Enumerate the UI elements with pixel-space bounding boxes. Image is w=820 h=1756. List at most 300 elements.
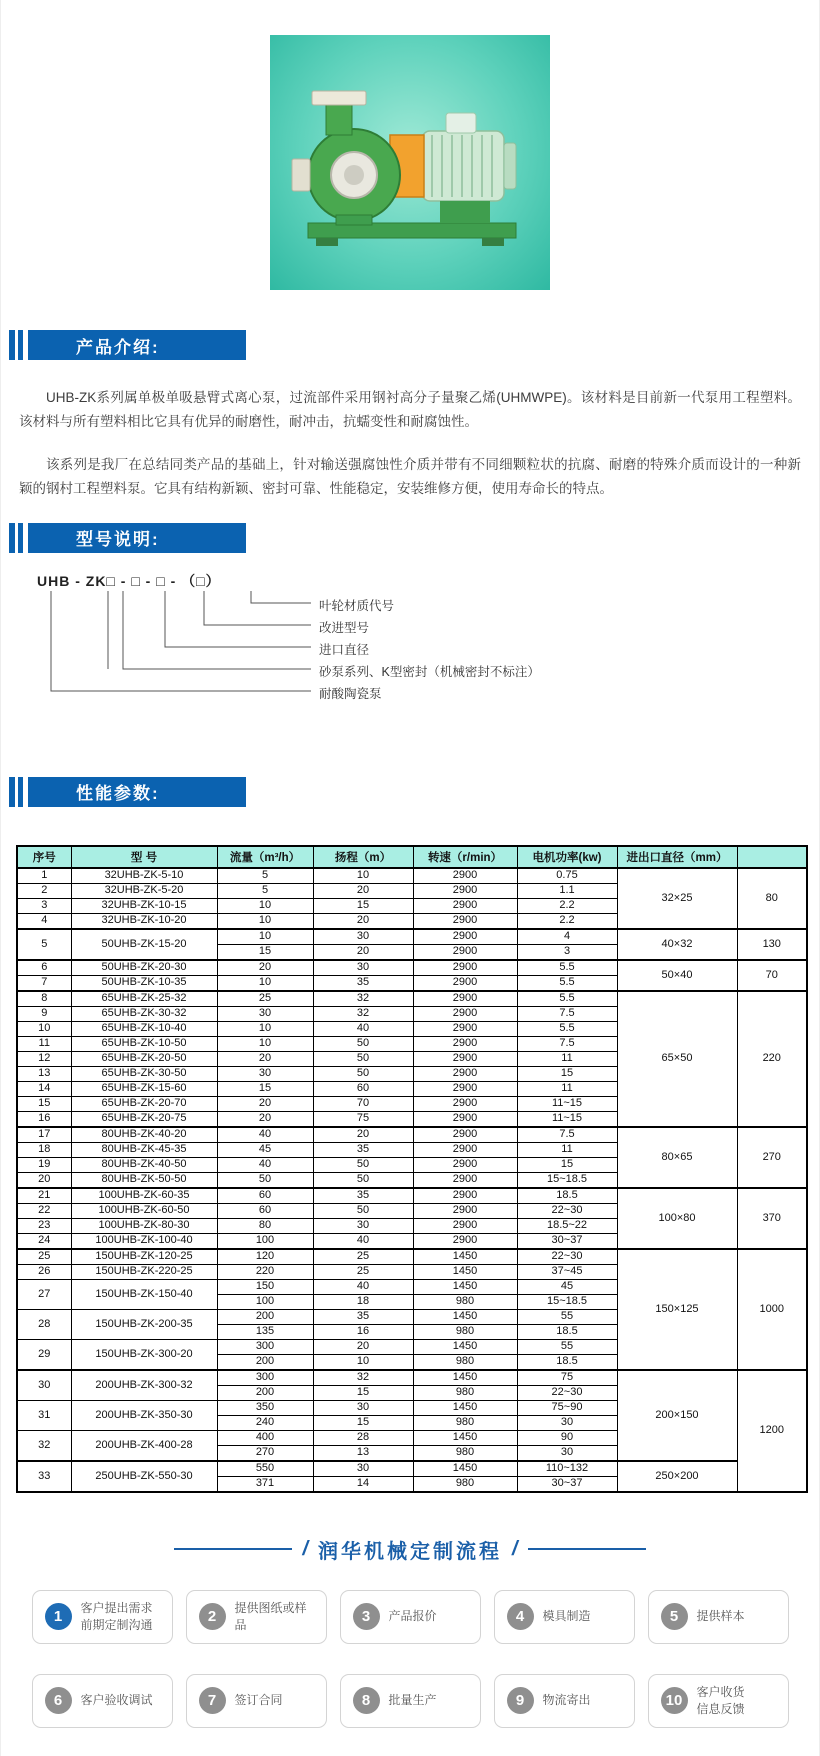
process-step-card xyxy=(648,1590,789,1644)
cell-flow: 100 xyxy=(217,1233,313,1249)
cell-flow: 30 xyxy=(217,1006,313,1021)
process-step-card xyxy=(494,1590,635,1644)
col-header-no: 序号 xyxy=(17,846,71,868)
cell-speed: 2900 xyxy=(413,913,517,929)
cell-power: 30 xyxy=(517,1445,617,1461)
cell-head: 32 xyxy=(313,1370,413,1386)
product-photo-wrap xyxy=(1,0,819,290)
cell-model: 80UHB-ZK-45-35 xyxy=(71,1142,217,1157)
cell-diameter: 32×25 xyxy=(617,868,737,929)
step-number-badge: 4 xyxy=(507,1603,534,1630)
cell-head: 28 xyxy=(313,1430,413,1445)
step-label: 客户验收调试 xyxy=(80,1693,153,1708)
cell-model: 32UHB-ZK-5-20 xyxy=(71,883,217,898)
cell-speed: 2900 xyxy=(413,991,517,1007)
col-header-blank xyxy=(737,846,807,868)
cell-head: 35 xyxy=(313,1309,413,1324)
cell-flow: 10 xyxy=(217,929,313,945)
cell-speed: 980 xyxy=(413,1294,517,1309)
cell-model: 65UHB-ZK-10-40 xyxy=(71,1021,217,1036)
cell-model: 65UHB-ZK-30-50 xyxy=(71,1066,217,1081)
section-header-params xyxy=(9,777,819,807)
model-label-ceramic: 耐酸陶瓷泵 xyxy=(319,686,382,701)
cell-weight: 1200 xyxy=(737,1370,807,1492)
cell-no: 15 xyxy=(17,1096,71,1111)
cell-speed: 2900 xyxy=(413,1142,517,1157)
title-slash-left: / xyxy=(302,1537,308,1560)
cell-model: 65UHB-ZK-15-60 xyxy=(71,1081,217,1096)
model-title: 型号说明: xyxy=(28,523,246,553)
cell-power: 5.5 xyxy=(517,960,617,976)
cell-power: 7.5 xyxy=(517,1006,617,1021)
model-diagram-lines xyxy=(19,569,779,719)
cell-power: 5.5 xyxy=(517,975,617,991)
cell-power: 11~15 xyxy=(517,1111,617,1127)
cell-no: 19 xyxy=(17,1157,71,1172)
cell-power: 11 xyxy=(517,1142,617,1157)
cell-flow: 10 xyxy=(217,898,313,913)
cell-head: 20 xyxy=(313,1339,413,1354)
cell-head: 15 xyxy=(313,898,413,913)
cell-no: 9 xyxy=(17,1006,71,1021)
cell-no: 12 xyxy=(17,1051,71,1066)
table-row xyxy=(17,1249,807,1265)
cell-speed: 2900 xyxy=(413,1233,517,1249)
intro-paragraph-1: UHB-ZK系列属单极单吸悬臂式离心泵，过流部件采用钢衬高分子量聚乙烯(UHMWPE)。该材料是目前新一代泵用工程塑料。该材料与所有塑料相比它具有优异的耐磨性，耐冲击，抗蠕变性和耐腐蚀性。 xyxy=(19,390,801,429)
cell-head: 30 xyxy=(313,1218,413,1233)
cell-head: 75 xyxy=(313,1111,413,1127)
cell-no: 1 xyxy=(17,868,71,884)
model-label-series: 砂泵系列、K型密封（机械密封不标注） xyxy=(319,664,540,679)
process-step-card xyxy=(186,1674,327,1728)
cell-model: 65UHB-ZK-25-32 xyxy=(71,991,217,1007)
cell-flow: 40 xyxy=(217,1127,313,1143)
cell-no: 24 xyxy=(17,1233,71,1249)
cell-head: 25 xyxy=(313,1249,413,1265)
col-header-model: 型 号 xyxy=(71,846,217,868)
cell-head: 70 xyxy=(313,1096,413,1111)
cell-no: 22 xyxy=(17,1203,71,1218)
cell-flow: 350 xyxy=(217,1400,313,1415)
cell-no: 10 xyxy=(17,1021,71,1036)
cell-head: 20 xyxy=(313,913,413,929)
step-label: 客户提出需求 前期定制沟通 xyxy=(80,1601,153,1632)
cell-head: 30 xyxy=(313,929,413,945)
cell-speed: 1450 xyxy=(413,1339,517,1354)
cell-head: 20 xyxy=(313,883,413,898)
cell-head: 30 xyxy=(313,960,413,976)
cell-head: 35 xyxy=(313,1188,413,1204)
cell-power: 15~18.5 xyxy=(517,1172,617,1188)
cell-model: 100UHB-ZK-100-40 xyxy=(71,1233,217,1249)
cell-model: 200UHB-ZK-400-28 xyxy=(71,1430,217,1461)
cell-power: 18.5 xyxy=(517,1324,617,1339)
table-row xyxy=(17,1461,807,1477)
step-number-badge: 8 xyxy=(353,1687,380,1714)
cell-speed: 980 xyxy=(413,1476,517,1492)
process-step-card xyxy=(340,1590,481,1644)
cell-model: 65UHB-ZK-20-75 xyxy=(71,1111,217,1127)
process-step-card xyxy=(340,1674,481,1728)
col-header-diameter: 进出口直径（mm） xyxy=(617,846,737,868)
cell-model: 100UHB-ZK-60-50 xyxy=(71,1203,217,1218)
cell-weight: 270 xyxy=(737,1127,807,1188)
cell-power: 11 xyxy=(517,1081,617,1096)
cell-model: 100UHB-ZK-80-30 xyxy=(71,1218,217,1233)
table-row xyxy=(17,991,807,1007)
cell-flow: 150 xyxy=(217,1279,313,1294)
cell-no: 25 xyxy=(17,1249,71,1265)
col-header-speed: 转速（r/min） xyxy=(413,846,517,868)
cell-speed: 1450 xyxy=(413,1309,517,1324)
cell-speed: 1450 xyxy=(413,1279,517,1294)
cell-diameter: 200×150 xyxy=(617,1370,737,1461)
cell-power: 55 xyxy=(517,1309,617,1324)
cell-no: 7 xyxy=(17,975,71,991)
cell-speed: 2900 xyxy=(413,1172,517,1188)
cell-power: 5.5 xyxy=(517,991,617,1007)
cell-flow: 5 xyxy=(217,868,313,884)
cell-power: 11~15 xyxy=(517,1096,617,1111)
cell-diameter: 40×32 xyxy=(617,929,737,960)
cell-flow: 300 xyxy=(217,1339,313,1354)
cell-speed: 2900 xyxy=(413,1081,517,1096)
cell-power: 18.5 xyxy=(517,1354,617,1370)
cell-diameter: 50×40 xyxy=(617,960,737,991)
step-label: 签订合同 xyxy=(234,1693,283,1708)
cell-model: 150UHB-ZK-200-35 xyxy=(71,1309,217,1339)
cell-head: 35 xyxy=(313,1142,413,1157)
cell-head: 40 xyxy=(313,1021,413,1036)
params-table xyxy=(16,845,808,1493)
cell-model: 32UHB-ZK-10-15 xyxy=(71,898,217,913)
cell-flow: 20 xyxy=(217,1111,313,1127)
title-rule-right xyxy=(528,1548,646,1550)
col-header-power: 电机功率(kw) xyxy=(517,846,617,868)
cell-diameter: 80×65 xyxy=(617,1127,737,1188)
cell-flow: 20 xyxy=(217,1051,313,1066)
cell-no: 2 xyxy=(17,883,71,898)
cell-head: 50 xyxy=(313,1036,413,1051)
step-number-badge: 3 xyxy=(353,1603,380,1630)
cell-flow: 30 xyxy=(217,1066,313,1081)
cell-weight: 220 xyxy=(737,991,807,1127)
cell-weight: 70 xyxy=(737,960,807,991)
process-step-card xyxy=(32,1590,173,1644)
cell-speed: 2900 xyxy=(413,1127,517,1143)
cell-speed: 2900 xyxy=(413,883,517,898)
pump-illustration xyxy=(270,35,550,290)
cell-no: 23 xyxy=(17,1218,71,1233)
cell-no: 14 xyxy=(17,1081,71,1096)
table-row xyxy=(17,1127,807,1143)
cell-model: 150UHB-ZK-220-25 xyxy=(71,1264,217,1279)
cell-power: 7.5 xyxy=(517,1036,617,1051)
cell-speed: 1450 xyxy=(413,1264,517,1279)
step-number-badge: 5 xyxy=(661,1603,688,1630)
process-step-card xyxy=(494,1674,635,1728)
cell-speed: 2900 xyxy=(413,1111,517,1127)
step-number-badge: 7 xyxy=(199,1687,226,1714)
cell-power: 22~30 xyxy=(517,1203,617,1218)
cell-flow: 220 xyxy=(217,1264,313,1279)
cell-speed: 2900 xyxy=(413,944,517,960)
cell-model: 200UHB-ZK-350-30 xyxy=(71,1400,217,1430)
table-row xyxy=(17,868,807,884)
step-number-badge: 2 xyxy=(199,1603,226,1630)
step-number-badge: 10 xyxy=(661,1687,688,1714)
cell-no: 13 xyxy=(17,1066,71,1081)
cell-no: 16 xyxy=(17,1111,71,1127)
cell-flow: 200 xyxy=(217,1354,313,1370)
cell-no: 11 xyxy=(17,1036,71,1051)
params-table-wrap xyxy=(16,845,804,1493)
cell-flow: 10 xyxy=(217,1021,313,1036)
cell-head: 16 xyxy=(313,1324,413,1339)
model-code: UHB - ZK□ - □ - □ - （□） xyxy=(37,572,221,589)
cell-power: 22~30 xyxy=(517,1249,617,1265)
cell-no: 20 xyxy=(17,1172,71,1188)
intro-paragraph-2: 该系列是我厂在总结同类产品的基础上，针对输送强腐蚀性介质并带有不同细颗粒状的抗腐、耐磨的特殊介质而设计的一种新颖的钢村工程塑料泵。它具有结构新颖、密封可靠、性能稳定，安装维修方便，使用寿命长的特点。 xyxy=(19,457,801,496)
cell-speed: 980 xyxy=(413,1354,517,1370)
cell-flow: 135 xyxy=(217,1324,313,1339)
cell-flow: 10 xyxy=(217,975,313,991)
col-header-flow: 流量（m³/h） xyxy=(217,846,313,868)
cell-power: 15 xyxy=(517,1157,617,1172)
cell-model: 32UHB-ZK-10-20 xyxy=(71,913,217,929)
cell-flow: 10 xyxy=(217,1036,313,1051)
table-row xyxy=(17,960,807,976)
cell-flow: 200 xyxy=(217,1385,313,1400)
cell-no: 21 xyxy=(17,1188,71,1204)
cell-power: 7.5 xyxy=(517,1127,617,1143)
cell-model: 100UHB-ZK-60-35 xyxy=(71,1188,217,1204)
col-header-head: 扬程（m） xyxy=(313,846,413,868)
cell-power: 5.5 xyxy=(517,1021,617,1036)
cell-flow: 50 xyxy=(217,1172,313,1188)
cell-speed: 2900 xyxy=(413,975,517,991)
cell-speed: 1450 xyxy=(413,1400,517,1415)
step-label: 批量生产 xyxy=(388,1693,437,1708)
cell-speed: 980 xyxy=(413,1445,517,1461)
model-label-improved: 改进型号 xyxy=(319,620,370,635)
product-image xyxy=(270,35,550,290)
cell-power: 55 xyxy=(517,1339,617,1354)
cell-model: 65UHB-ZK-20-70 xyxy=(71,1096,217,1111)
cell-weight: 370 xyxy=(737,1188,807,1249)
cell-model: 65UHB-ZK-10-50 xyxy=(71,1036,217,1051)
cell-flow: 60 xyxy=(217,1203,313,1218)
cell-power: 0.75 xyxy=(517,868,617,884)
cell-speed: 2900 xyxy=(413,1188,517,1204)
cell-no: 28 xyxy=(17,1309,71,1339)
step-label: 模具制造 xyxy=(542,1609,591,1624)
process-step-card xyxy=(32,1674,173,1728)
cell-weight: 130 xyxy=(737,929,807,960)
cell-flow: 45 xyxy=(217,1142,313,1157)
cell-head: 35 xyxy=(313,975,413,991)
cell-speed: 1450 xyxy=(413,1249,517,1265)
cell-flow: 40 xyxy=(217,1157,313,1172)
cell-no: 26 xyxy=(17,1264,71,1279)
cell-model: 150UHB-ZK-300-20 xyxy=(71,1339,217,1370)
title-slash-right: / xyxy=(512,1537,518,1560)
cell-model: 50UHB-ZK-15-20 xyxy=(71,929,217,960)
cell-speed: 2900 xyxy=(413,960,517,976)
cell-flow: 20 xyxy=(217,960,313,976)
model-diagram xyxy=(19,569,819,719)
cell-power: 18.5 xyxy=(517,1188,617,1204)
step-number-badge: 1 xyxy=(45,1603,72,1630)
process-title: 润华机械定制流程 xyxy=(318,1540,502,1563)
cell-head: 30 xyxy=(313,1461,413,1477)
cell-head: 30 xyxy=(313,1400,413,1415)
cell-model: 150UHB-ZK-150-40 xyxy=(71,1279,217,1309)
cell-speed: 2900 xyxy=(413,1066,517,1081)
cell-head: 18 xyxy=(313,1294,413,1309)
cell-power: 30~37 xyxy=(517,1233,617,1249)
cell-head: 32 xyxy=(313,991,413,1007)
cell-power: 1.1 xyxy=(517,883,617,898)
cell-power: 22~30 xyxy=(517,1385,617,1400)
cell-speed: 2900 xyxy=(413,898,517,913)
cell-flow: 15 xyxy=(217,1081,313,1096)
cell-speed: 2900 xyxy=(413,1096,517,1111)
table-row xyxy=(17,929,807,945)
cell-model: 80UHB-ZK-50-50 xyxy=(71,1172,217,1188)
process-title-row xyxy=(1,1535,819,1564)
cell-model: 80UHB-ZK-40-50 xyxy=(71,1157,217,1172)
intro-title: 产品介绍: xyxy=(28,330,246,360)
cell-model: 50UHB-ZK-10-35 xyxy=(71,975,217,991)
cell-speed: 2900 xyxy=(413,1203,517,1218)
table-row xyxy=(17,1370,807,1386)
cell-power: 110~132 xyxy=(517,1461,617,1477)
cell-speed: 2900 xyxy=(413,1036,517,1051)
cell-flow: 240 xyxy=(217,1415,313,1430)
cell-diameter: 150×125 xyxy=(617,1249,737,1370)
cell-power: 15 xyxy=(517,1066,617,1081)
cell-flow: 200 xyxy=(217,1309,313,1324)
cell-speed: 2900 xyxy=(413,929,517,945)
cell-flow: 300 xyxy=(217,1370,313,1386)
step-label: 物流寄出 xyxy=(542,1693,591,1708)
cell-speed: 1450 xyxy=(413,1370,517,1386)
cell-no: 30 xyxy=(17,1370,71,1401)
cell-model: 250UHB-ZK-550-30 xyxy=(71,1461,217,1492)
cell-head: 60 xyxy=(313,1081,413,1096)
cell-speed: 2900 xyxy=(413,1218,517,1233)
cell-diameter: 250×200 xyxy=(617,1461,737,1492)
cell-power: 30~37 xyxy=(517,1476,617,1492)
cell-head: 15 xyxy=(313,1415,413,1430)
step-label: 客户收货 信息反馈 xyxy=(696,1685,745,1716)
cell-speed: 1450 xyxy=(413,1430,517,1445)
cell-no: 6 xyxy=(17,960,71,976)
table-header-row xyxy=(17,846,807,868)
cell-head: 25 xyxy=(313,1264,413,1279)
cell-head: 10 xyxy=(313,1354,413,1370)
cell-flow: 120 xyxy=(217,1249,313,1265)
cell-flow: 5 xyxy=(217,883,313,898)
process-step-card xyxy=(186,1590,327,1644)
cell-no: 18 xyxy=(17,1142,71,1157)
cell-speed: 2900 xyxy=(413,1157,517,1172)
cell-head: 20 xyxy=(313,944,413,960)
cell-model: 65UHB-ZK-20-50 xyxy=(71,1051,217,1066)
cell-model: 50UHB-ZK-20-30 xyxy=(71,960,217,976)
cell-speed: 2900 xyxy=(413,1006,517,1021)
cell-power: 75~90 xyxy=(517,1400,617,1415)
cell-model: 32UHB-ZK-5-10 xyxy=(71,868,217,884)
cell-flow: 80 xyxy=(217,1218,313,1233)
cell-head: 14 xyxy=(313,1476,413,1492)
cell-model: 65UHB-ZK-30-32 xyxy=(71,1006,217,1021)
cell-flow: 270 xyxy=(217,1445,313,1461)
cell-no: 32 xyxy=(17,1430,71,1461)
title-rule-left xyxy=(174,1548,292,1550)
cell-power: 90 xyxy=(517,1430,617,1445)
cell-head: 40 xyxy=(313,1233,413,1249)
cell-no: 27 xyxy=(17,1279,71,1309)
cell-head: 50 xyxy=(313,1203,413,1218)
section-header-model xyxy=(9,523,819,553)
step-label: 产品报价 xyxy=(388,1609,437,1624)
params-table-body xyxy=(17,868,807,1492)
cell-no: 3 xyxy=(17,898,71,913)
cell-no: 29 xyxy=(17,1339,71,1370)
cell-power: 4 xyxy=(517,929,617,945)
cell-speed: 2900 xyxy=(413,1021,517,1036)
cell-diameter: 100×80 xyxy=(617,1188,737,1249)
cell-model: 200UHB-ZK-300-32 xyxy=(71,1370,217,1401)
step-label: 提供图纸或样 品 xyxy=(234,1601,307,1632)
cell-speed: 980 xyxy=(413,1385,517,1400)
section-header-intro xyxy=(9,330,819,360)
cell-flow: 25 xyxy=(217,991,313,1007)
step-label: 提供样本 xyxy=(696,1609,745,1624)
cell-power: 18.5~22 xyxy=(517,1218,617,1233)
cell-power: 11 xyxy=(517,1051,617,1066)
cell-head: 50 xyxy=(313,1066,413,1081)
cell-speed: 980 xyxy=(413,1415,517,1430)
cell-head: 10 xyxy=(313,868,413,884)
cell-flow: 20 xyxy=(217,1096,313,1111)
step-number-badge: 6 xyxy=(45,1687,72,1714)
params-title: 性能参数: xyxy=(28,777,246,807)
table-row xyxy=(17,1188,807,1204)
cell-no: 5 xyxy=(17,929,71,960)
cell-head: 50 xyxy=(313,1051,413,1066)
cell-power: 2.2 xyxy=(517,898,617,913)
cell-speed: 2900 xyxy=(413,1051,517,1066)
step-number-badge: 9 xyxy=(507,1687,534,1714)
cell-power: 75 xyxy=(517,1370,617,1386)
cell-power: 45 xyxy=(517,1279,617,1294)
cell-model: 80UHB-ZK-40-20 xyxy=(71,1127,217,1143)
cell-power: 3 xyxy=(517,944,617,960)
cell-head: 13 xyxy=(313,1445,413,1461)
cell-head: 50 xyxy=(313,1172,413,1188)
process-step-card xyxy=(648,1674,789,1728)
cell-speed: 1450 xyxy=(413,1461,517,1477)
cell-flow: 550 xyxy=(217,1461,313,1477)
cell-head: 15 xyxy=(313,1385,413,1400)
cell-flow: 371 xyxy=(217,1476,313,1492)
cell-head: 40 xyxy=(313,1279,413,1294)
cell-model: 150UHB-ZK-120-25 xyxy=(71,1249,217,1265)
cell-flow: 100 xyxy=(217,1294,313,1309)
